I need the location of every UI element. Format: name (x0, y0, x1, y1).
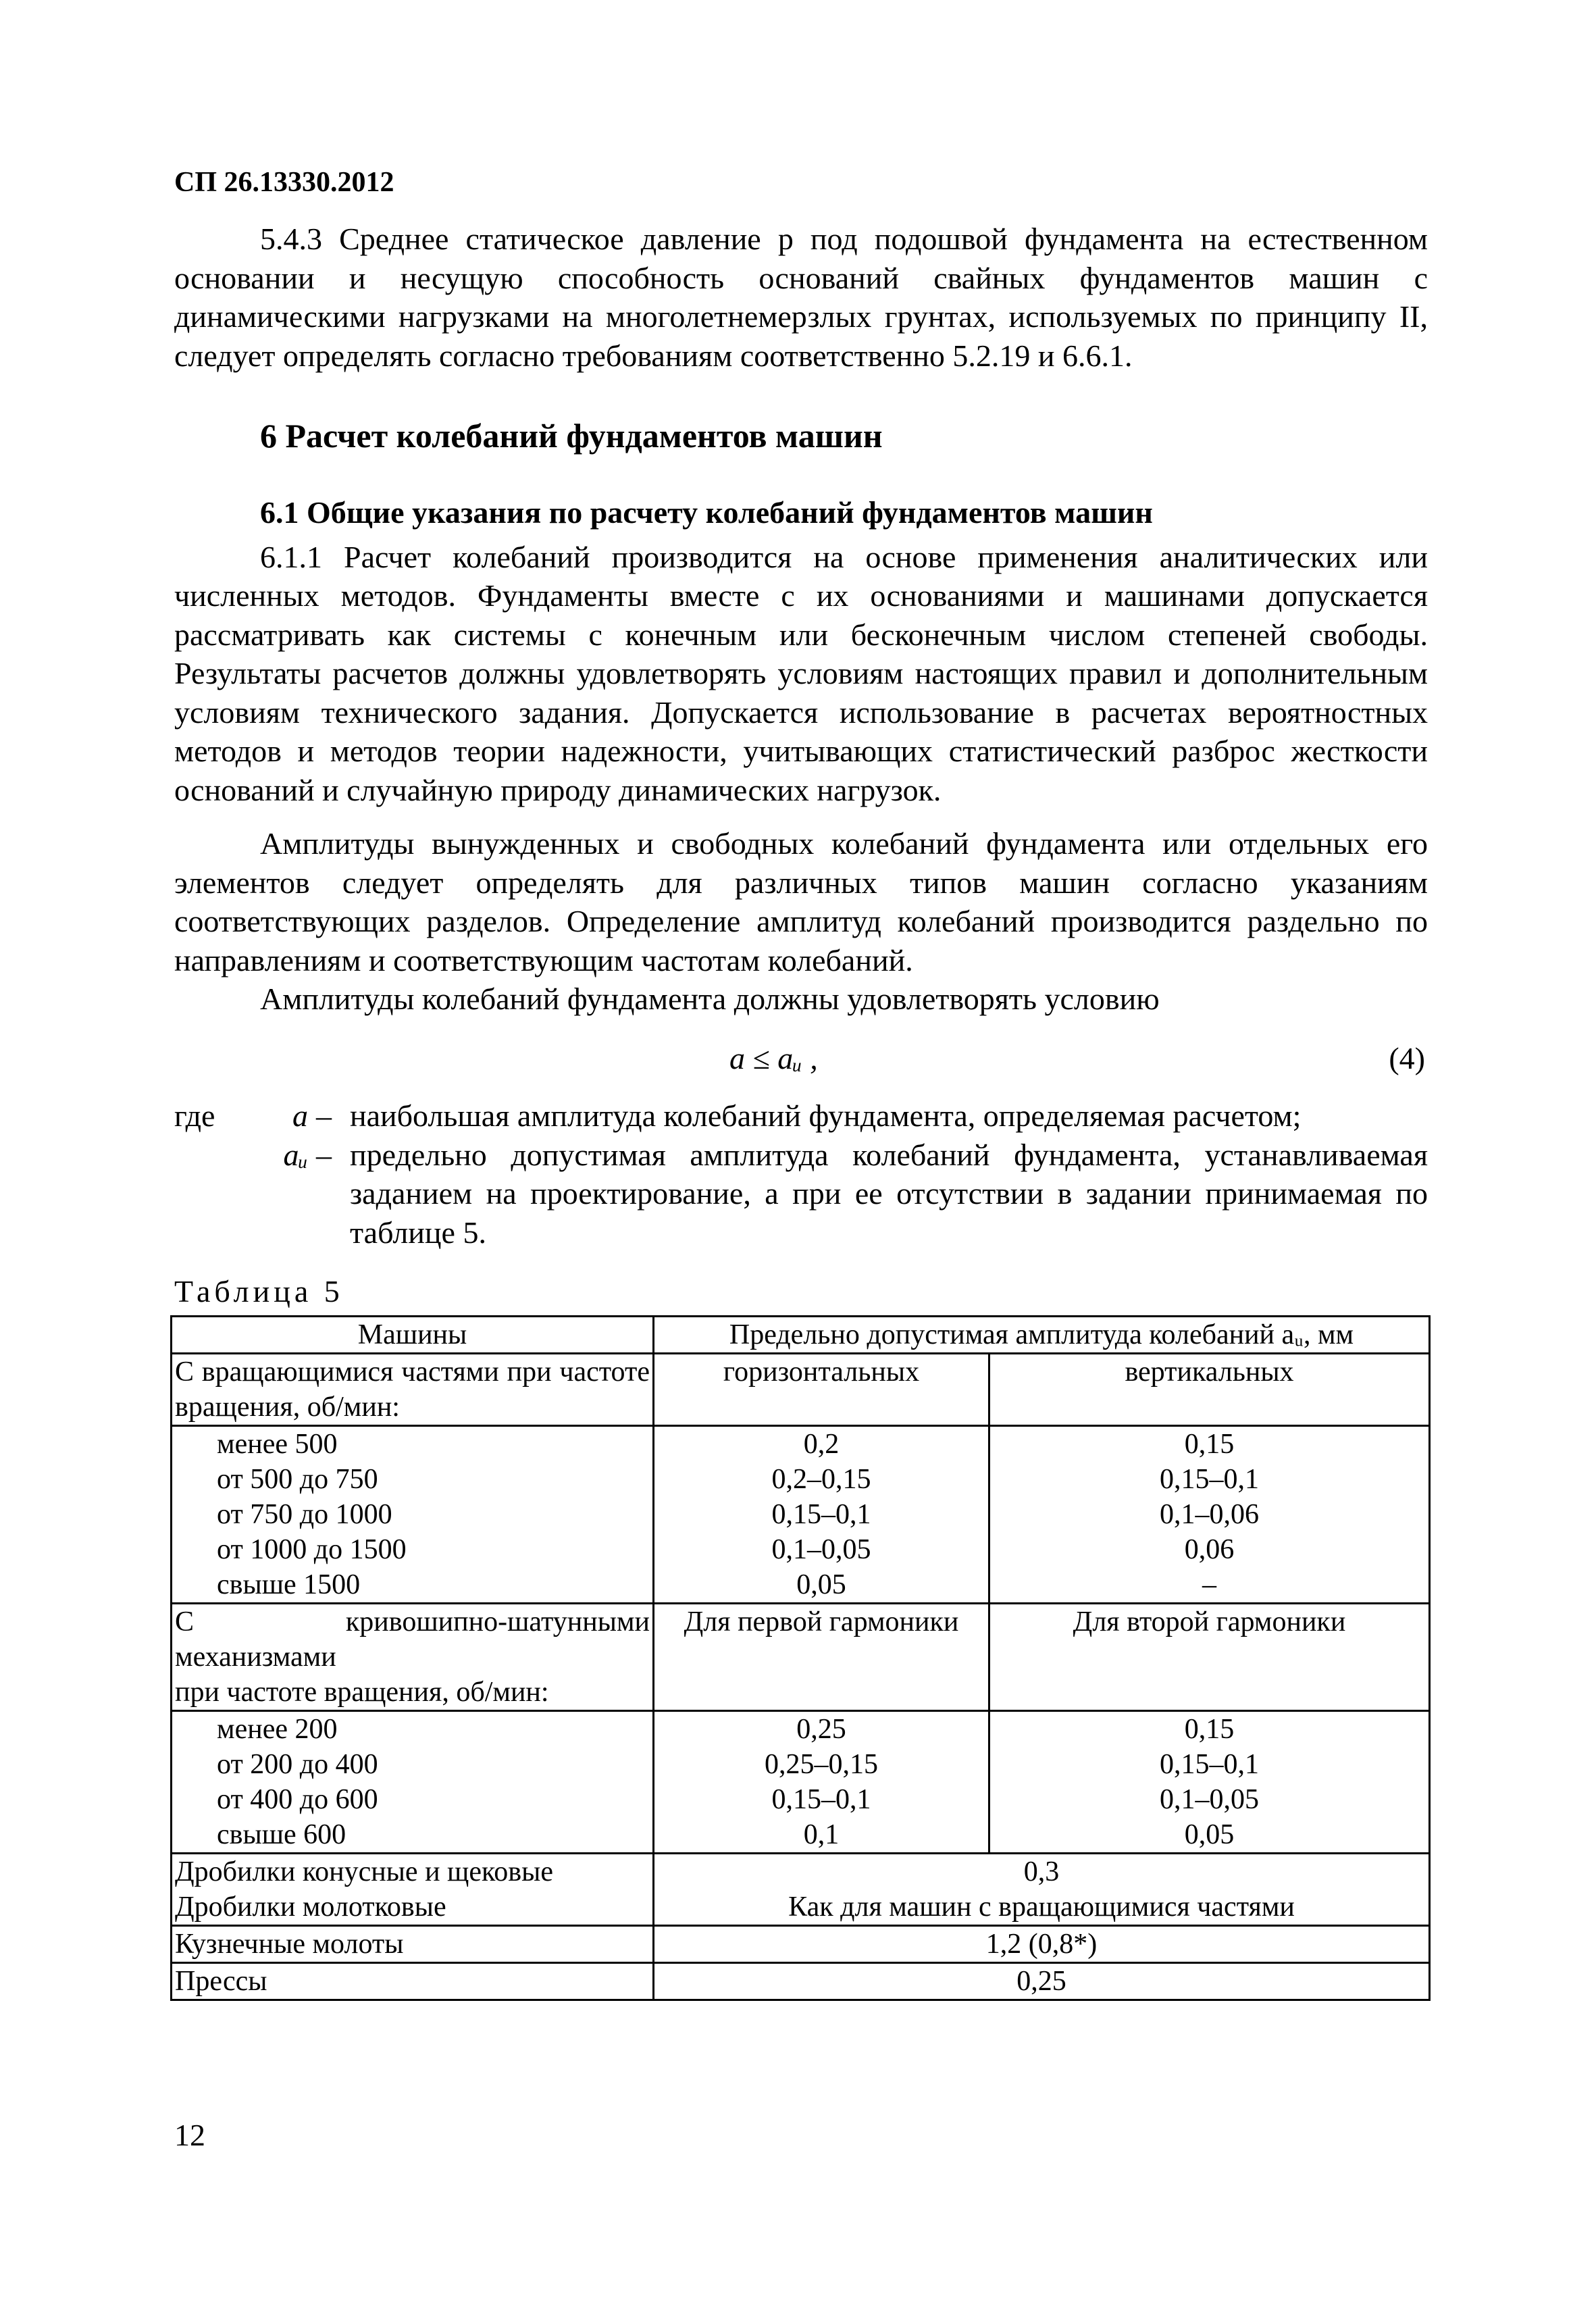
page-number: 12 (174, 2117, 205, 2152)
table-cell: 0,06 (1184, 1533, 1235, 1565)
paragraph-6-1-1: 6.1.1 Расчет колебаний производится на основе применения аналитических или численных методов. Фундаменты вместе с их основаниями и машинами допускается рассматривать как системы с конечным или бесконечным числом степеней свободы. Результаты расчетов должны удовлетворять условиям настоящих правил и дополнительным условиям технического задания. Допускается использование в расчетах вероятностных методов и методов теории надежности, учитывающих статистический разброс жесткости оснований и случайную природу динамических нагрузок. (174, 539, 1428, 807)
table-cell: 0,05 (796, 1569, 846, 1600)
table-cell: 0,1 (803, 1819, 840, 1850)
table-cell: 0,25 (796, 1713, 846, 1745)
table-cell: 0,1–0,06 (1160, 1498, 1259, 1530)
table-cell: Прессы (172, 1962, 654, 2000)
header-machines: Машины (172, 1316, 654, 1353)
group1-vertical-values (989, 1425, 1430, 1603)
group1-title (172, 1353, 654, 1425)
group2-first-harmonic-values (654, 1710, 989, 1853)
presses-row (172, 1962, 1430, 2000)
table-cell: 0,15 (1184, 1428, 1235, 1460)
table-header-row (172, 1316, 1430, 1353)
table-cell: – (1202, 1569, 1216, 1600)
table-cell: менее 200 (217, 1713, 338, 1745)
group2-speed-ranges (172, 1710, 654, 1853)
document-page (174, 166, 1428, 2154)
table-cell: менее 500 (217, 1428, 338, 1460)
group2-col-second-harmonic: Для второй гармоники (989, 1603, 1430, 1710)
group1-title-row (172, 1353, 1430, 1425)
table-cell: 0,15–0,1 (1160, 1463, 1259, 1495)
paragraph-amplitudes: Амплитуды вынужденных и свободных колебаний фундамента или отдельных его элементов следует определять для различных типов машин согласно указаниям соответствующих разделов. Определение амплитуд колебаний производится раздельно по направлениям и соответствующим частотам колебаний. (174, 826, 1428, 977)
where-label-spacer (174, 1136, 269, 1252)
table-cell: 0,25–0,15 (765, 1748, 878, 1780)
group1-speed-ranges (172, 1425, 654, 1603)
group2-second-harmonic-values (989, 1710, 1430, 1853)
table-cell: от 400 до 600 (217, 1783, 378, 1815)
crushers-values (654, 1853, 1430, 1925)
group2-values-row (172, 1710, 1430, 1853)
table-cell: от 750 до 1000 (217, 1498, 392, 1530)
table-cell: от 200 до 400 (217, 1748, 378, 1780)
table-cell: 1,2 (0,8*) (654, 1925, 1430, 1962)
paragraph-5-4-3: 5.4.3 Среднее статическое давление p под подошвой фундамента на естественном основании и несущую способность оснований свайных фундаментов машин с динамическими нагрузками на многолетнемерзлых грунтах, используемых по принципу II, следует определять согласно требованиям соответственно 5.2.19 и 6.6.1. (174, 222, 1428, 373)
group1-values-row (172, 1425, 1430, 1603)
table-cell: от 500 до 750 (217, 1463, 378, 1495)
group2-col-first-harmonic: Для первой гармоники (654, 1603, 989, 1710)
where-description: предельно допустимая амплитуда колебаний фундамента, устанавливаемая заданием на проектирование, а при ее отсутствии в задании принимаемая по таблице 5. (350, 1137, 1428, 1250)
header-amplitude: Предельно допустимая амплитуда колебаний aᵤ, мм (654, 1316, 1430, 1353)
where-label: где (174, 1098, 215, 1133)
forge-row (172, 1925, 1430, 1962)
table-cell: Дробилки конусные и щековые (175, 1856, 553, 1887)
where-description: наибольшая амплитуда колебаний фундамента, определяемая расчетом; (350, 1098, 1302, 1133)
section-6-1-heading: 6.1 Общие указания по расчету колебаний фундаментов машин (260, 495, 1153, 530)
table-cell: 0,2 (803, 1428, 840, 1460)
table-cell: 0,25 (654, 1962, 1430, 2000)
table-5 (170, 1315, 1431, 2001)
table-cell: свыше 600 (217, 1819, 346, 1850)
group2-title-line2: при частоте вращения, об/мин: (175, 1676, 549, 1708)
table-cell: 0,05 (1184, 1819, 1235, 1850)
where-dash: – (316, 1137, 332, 1172)
group1-col-horizontal: горизонтальных (654, 1353, 989, 1425)
group2-title-row (172, 1603, 1430, 1710)
table-cell: 0,1–0,05 (771, 1533, 871, 1565)
group1-col-vertical: вертикальных (989, 1353, 1430, 1425)
group1-title-line1: С вращающимися частями при частоте (175, 1356, 650, 1388)
where-dash: – (316, 1098, 332, 1133)
where-list (174, 1096, 1428, 1252)
table-caption: Таблица 5 (174, 1274, 344, 1308)
document-code-header: СП 26.13330.2012 (174, 167, 394, 198)
group1-title-line2: вращения, об/мин: (175, 1391, 400, 1423)
table-cell: 0,3 (1023, 1856, 1060, 1887)
group2-title-line1: С кривошипно-шатунными механизмами (175, 1606, 650, 1673)
table-cell: 0,15–0,1 (771, 1783, 871, 1815)
formula-4: a ≤ aᵤ , (729, 1040, 818, 1075)
table-cell: Дробилки молотковые (175, 1891, 446, 1923)
formula-number: (4) (1389, 1040, 1425, 1075)
group1-horizontal-values (654, 1425, 989, 1603)
where-symbol: aᵤ (283, 1137, 308, 1172)
crushers-labels (172, 1853, 654, 1925)
table-cell: 0,1–0,05 (1160, 1783, 1259, 1815)
formula-row (174, 1039, 1428, 1078)
table-cell: свыше 1500 (217, 1569, 361, 1600)
crushers-row (172, 1853, 1430, 1925)
table-cell: 0,2–0,15 (771, 1463, 871, 1495)
table-cell: Кузнечные молоты (172, 1925, 654, 1962)
table-cell: 0,15–0,1 (771, 1498, 871, 1530)
table-cell: Как для машин с вращающимися частями (788, 1891, 1295, 1923)
where-symbol: a (292, 1098, 308, 1133)
table-cell: 0,15 (1184, 1713, 1235, 1745)
section-6-heading: 6 Расчет колебаний фундаментов машин (260, 417, 883, 455)
group2-title (172, 1603, 654, 1710)
table-cell: от 1000 до 1500 (217, 1533, 407, 1565)
table-cell: 0,15–0,1 (1160, 1748, 1259, 1780)
paragraph-condition: Амплитуды колебаний фундамента должны удовлетворять условию (260, 982, 1160, 1016)
